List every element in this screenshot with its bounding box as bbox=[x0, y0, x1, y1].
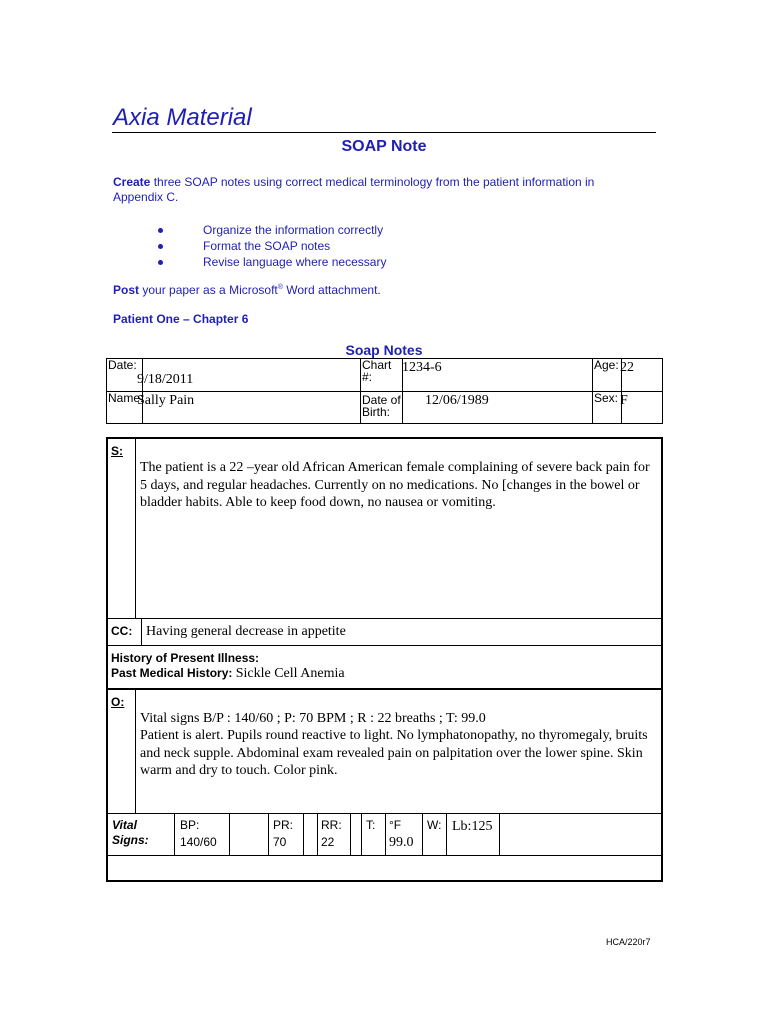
pmh-label: Past Medical History: bbox=[111, 666, 233, 680]
sex-value-cell bbox=[622, 392, 663, 424]
temp-value: 99.0 bbox=[389, 835, 414, 850]
fahrenheit-label: °F bbox=[389, 818, 402, 832]
list-item-text: Organize the information correctly bbox=[203, 223, 384, 237]
table-row bbox=[107, 392, 663, 424]
bullet-icon bbox=[158, 260, 163, 265]
s-label: S: bbox=[111, 444, 123, 458]
date-label: Date: bbox=[107, 359, 143, 392]
pmh-row bbox=[111, 666, 345, 682]
date-value-cell bbox=[137, 359, 361, 392]
hpi-label: History of Present Illness: bbox=[111, 651, 260, 665]
dob-value: 12/06/1989 bbox=[425, 393, 489, 408]
name-value: Sally Pain bbox=[137, 393, 195, 408]
sex-label: Sex: bbox=[593, 392, 622, 424]
vitals-divider bbox=[317, 813, 318, 855]
section-divider bbox=[108, 855, 661, 856]
chart-label: Chart #: bbox=[361, 359, 403, 392]
post-instruction bbox=[113, 283, 381, 297]
list-item-text: Format the SOAP notes bbox=[203, 239, 331, 253]
vitals-divider bbox=[385, 813, 386, 855]
vitals-divider bbox=[499, 813, 500, 855]
age-value: 22 bbox=[620, 360, 634, 375]
section-divider-thick bbox=[108, 688, 661, 690]
dob-value-cell bbox=[403, 392, 593, 424]
vitals-divider bbox=[446, 813, 447, 855]
s-column-divider bbox=[135, 439, 136, 618]
vitals-divider bbox=[350, 813, 351, 855]
soap-notes-title: Soap Notes bbox=[345, 342, 423, 358]
objective-text-exam: Patient is alert. Pupils round reactive to light. No lymphatonopathy, no thyromegaly, bruits and neck supple. Abdominal exam revealed pain on palpitation over the lower spine. Skin warm and dry to touch. Color pink. bbox=[140, 728, 648, 778]
footer-code: HCA/220r7 bbox=[606, 937, 651, 947]
intro-text: three SOAP notes using correct medical terminology from the patient information in Appendix C. bbox=[113, 175, 595, 204]
sex-value: F bbox=[620, 393, 628, 408]
instruction-list bbox=[158, 222, 386, 270]
pr-label: PR: bbox=[273, 818, 294, 832]
bp-value: 140/60 bbox=[180, 835, 217, 849]
intro-paragraph bbox=[113, 175, 643, 205]
name-value-cell bbox=[137, 392, 361, 424]
header-divider bbox=[112, 132, 656, 133]
list-item bbox=[158, 222, 386, 238]
soap-note-box bbox=[106, 437, 663, 882]
vitals-divider bbox=[268, 813, 269, 855]
rr-value: 22 bbox=[321, 835, 335, 849]
post-text: your paper as a Microsoft bbox=[139, 283, 278, 297]
registered-mark: ® bbox=[277, 284, 283, 291]
cc-text: Having general decrease in appetite bbox=[146, 624, 346, 639]
o-label: O: bbox=[111, 695, 125, 709]
pr-value: 70 bbox=[273, 835, 287, 849]
demographics-table bbox=[106, 358, 663, 424]
vital-signs-label: Vital Signs: bbox=[112, 818, 149, 847]
table-row bbox=[107, 359, 663, 392]
list-item bbox=[158, 238, 386, 254]
document-header-title: Axia Material bbox=[113, 104, 252, 131]
weight-label: W: bbox=[427, 818, 442, 832]
name-label: Name: bbox=[107, 392, 143, 424]
dob-label: Date of Birth: bbox=[361, 392, 403, 424]
pmh-text: Sickle Cell Anemia bbox=[235, 666, 345, 681]
vitals-divider bbox=[229, 813, 230, 855]
intro-bold-word: Create bbox=[113, 175, 151, 189]
temp-label: T: bbox=[366, 818, 376, 832]
cc-column-divider bbox=[141, 618, 142, 645]
patient-heading: Patient One – Chapter 6 bbox=[113, 312, 249, 326]
list-item-text: Revise language where necessary bbox=[203, 255, 387, 269]
cc-label: CC: bbox=[111, 624, 133, 638]
chart-value-cell bbox=[403, 359, 593, 392]
bullet-icon bbox=[158, 244, 163, 249]
vitals-divider bbox=[174, 813, 175, 855]
vitals-divider bbox=[361, 813, 362, 855]
post-bold-word: Post bbox=[113, 283, 140, 297]
rr-label: RR: bbox=[321, 818, 342, 832]
bp-label: BP: bbox=[180, 818, 200, 832]
vitals-divider bbox=[422, 813, 423, 855]
age-label: Age: bbox=[593, 359, 622, 392]
list-item bbox=[158, 254, 386, 270]
o-column-divider bbox=[135, 690, 136, 813]
bullet-icon bbox=[158, 228, 163, 233]
subjective-text: The patient is a 22 –year old African American female complaining of severe back pain for 5 days, and regular headaches. Currently on no medications. No [changes in the bowel or bladder habits. Able to keep food down, no nausea or vomiting. bbox=[140, 460, 650, 510]
section-divider bbox=[108, 618, 661, 619]
vitals-divider bbox=[303, 813, 304, 855]
weight-value: Lb:125 bbox=[452, 819, 493, 834]
chart-value: 1234-6 bbox=[402, 360, 442, 375]
post-text-end: Word attachment. bbox=[282, 283, 381, 297]
age-value-cell bbox=[622, 359, 663, 392]
objective-text-vitals: Vital signs B/P : 140/60 ; P: 70 BPM ; R : 22 breaths ; T: 99.0 bbox=[140, 711, 486, 726]
date-value: 9/18/2011 bbox=[137, 372, 194, 387]
section-divider bbox=[108, 645, 661, 646]
page-title: SOAP Note bbox=[341, 138, 427, 155]
